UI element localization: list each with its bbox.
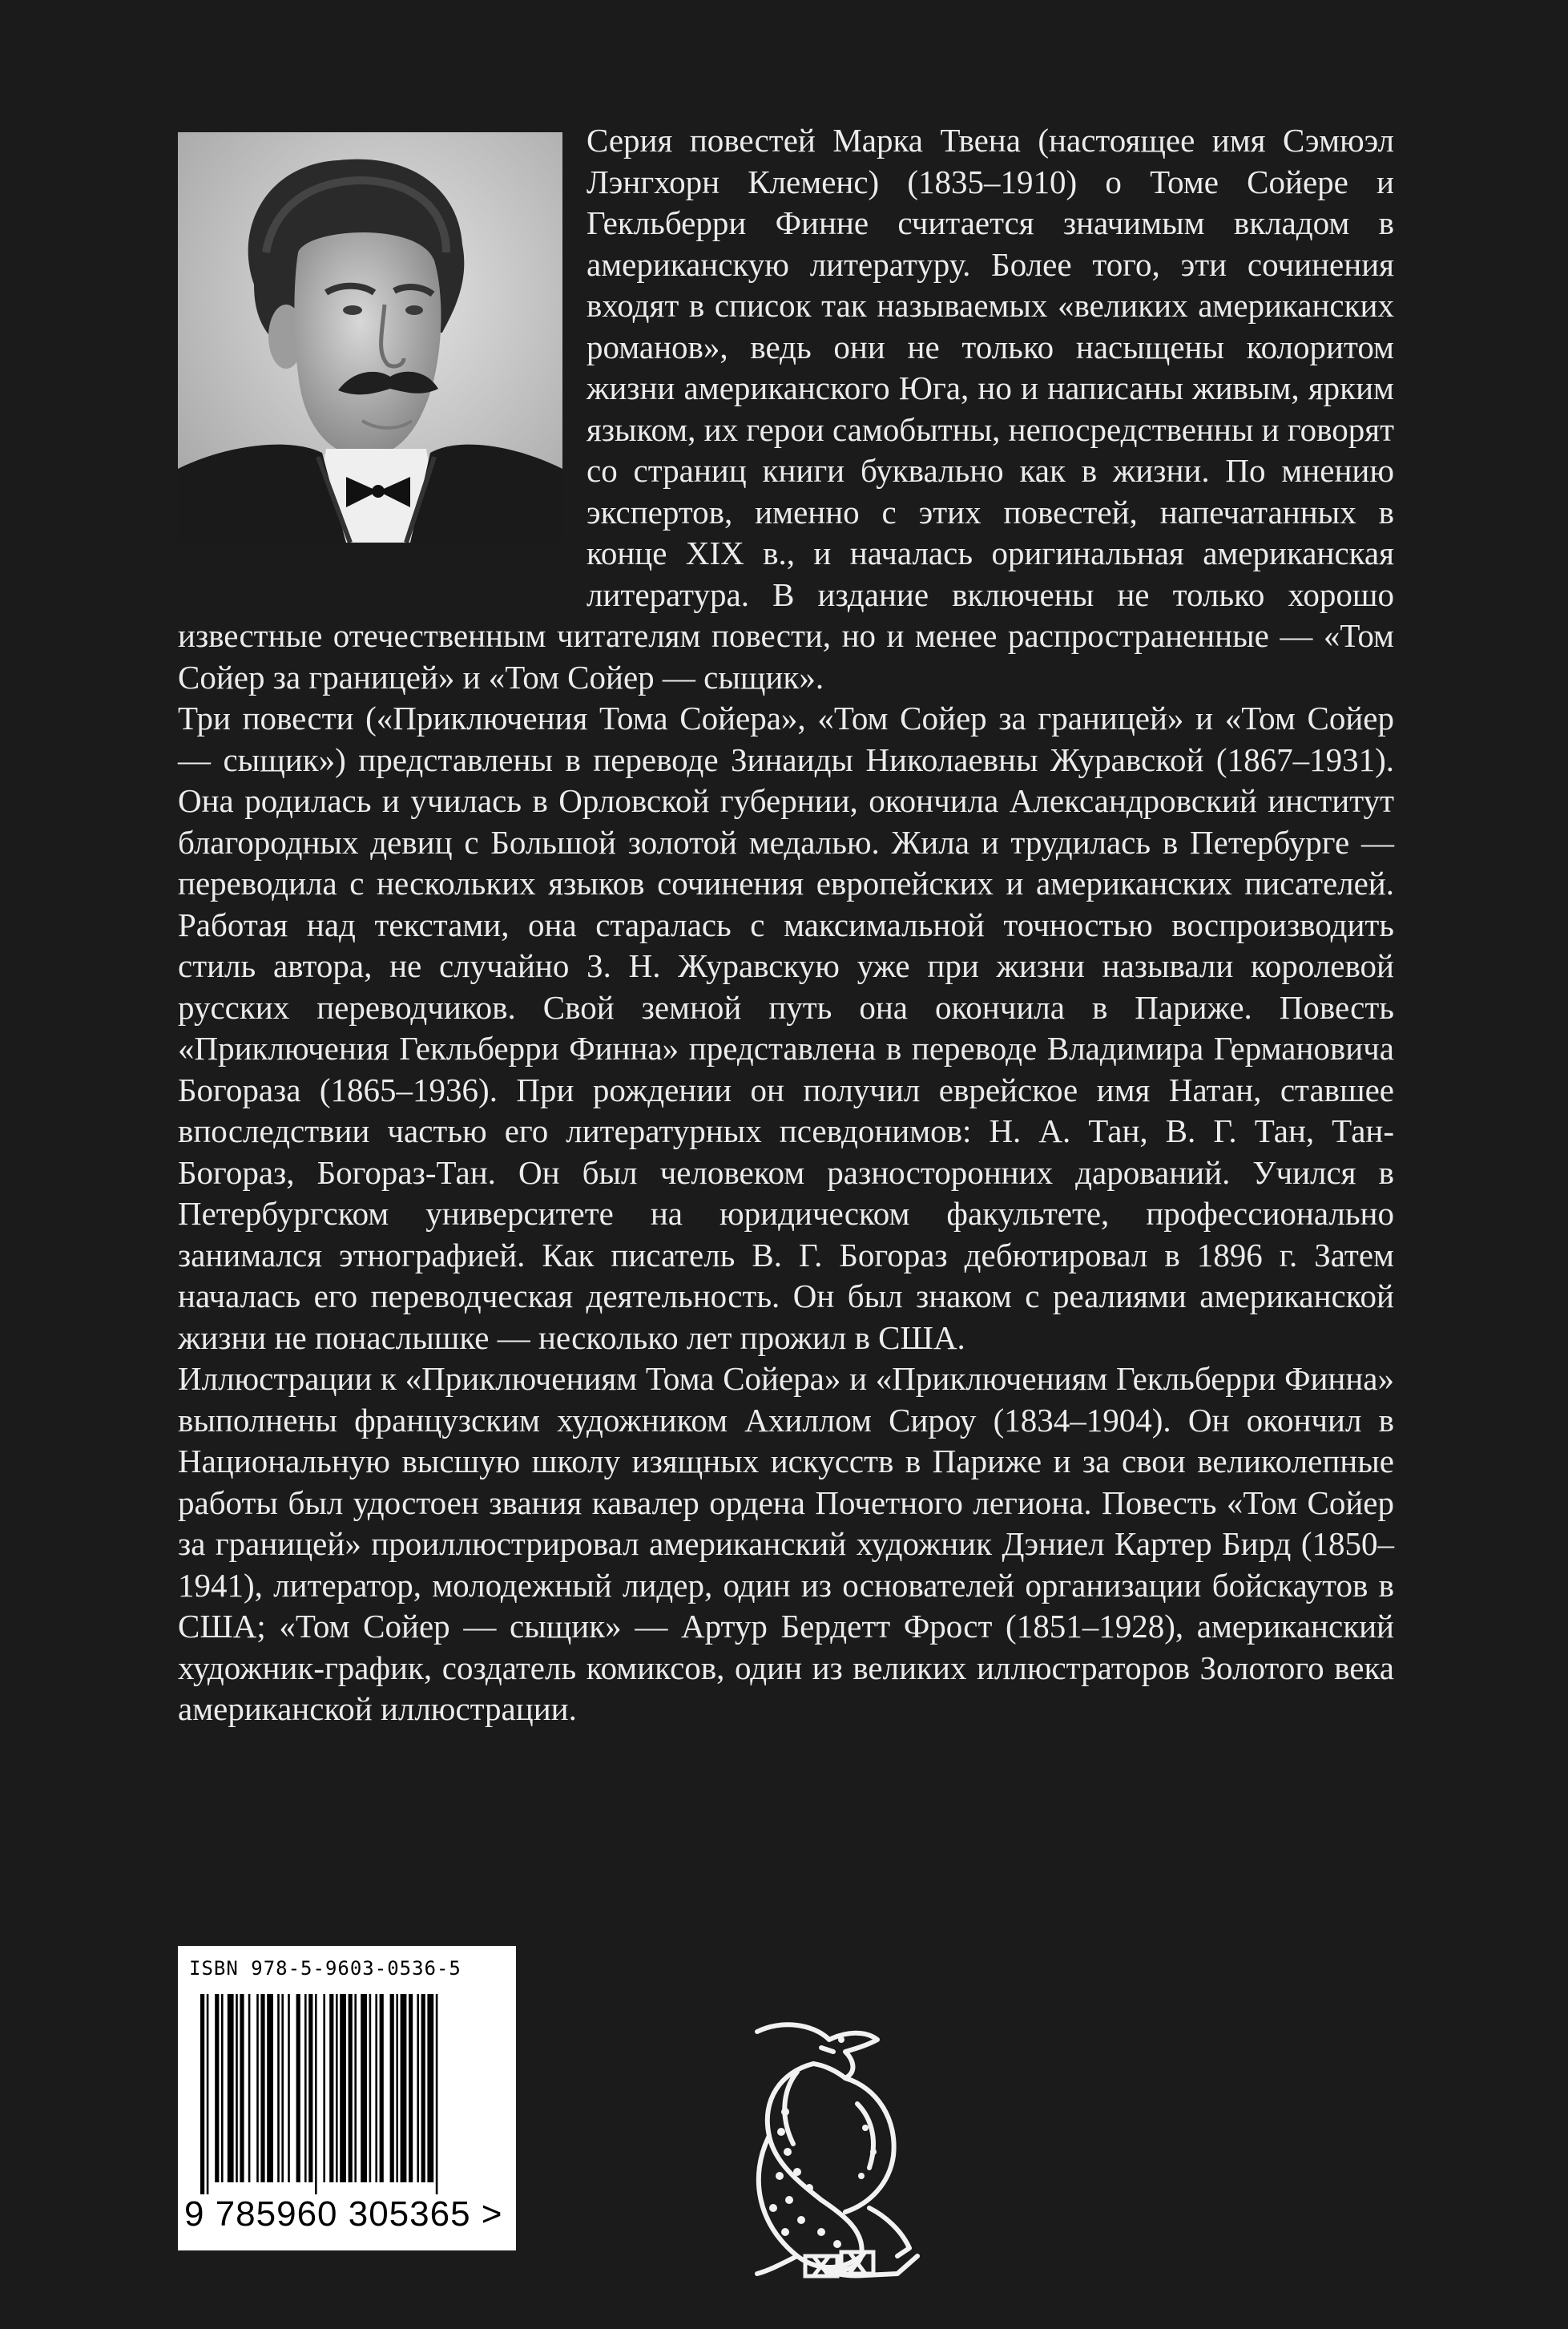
barcode-bar — [248, 1994, 251, 2182]
dragon-logo-icon — [725, 2016, 937, 2280]
barcode-bar — [354, 1994, 357, 2182]
barcode-bar — [207, 1994, 209, 2194]
barcode-bar — [315, 1994, 317, 2194]
barcode-bars — [200, 1994, 494, 2194]
isbn-barcode — [178, 1946, 516, 2250]
barcode-bar — [304, 1994, 307, 2182]
barcode-bar — [396, 1994, 398, 2182]
barcode-bar — [349, 1994, 353, 2182]
portrait-spacer — [178, 120, 586, 581]
barcode-bar — [260, 1994, 264, 2182]
paragraph-2: Три повести («Приключения Тома Сойера», «Том Сойер за границей» и «Том Сойер — сыщик») представлены в переводе Зинаиды Николаевны Журавской (1867–1931). Она родилась и училась в Орловской губернии, окончила Александровский институт благородных девиц с Большой золотой медалью. Жила и трудилась в Петербурге — переводила с нескольких языков сочинения европейских и американских писателей. Работая над текстами, она старалась с максимальной точностью воспроизводить стиль автора, не случайно З. Н. Журавскую уже при жизни называли королевой русских переводчиков. Свой земной путь она окончила в Париже. Повесть «Приключения Гекльберри Финна» представлена в переводе Владимира Германовича Богораза (1865–1936). При рождении он получил еврейское имя Натан, ставшее впоследствии частью его литературных псевдонимов: Н. А. Тан, В. Г. Тан, Тан-Богораз, Богораз-Тан. Он был человеком разносторонних дарований. Учился в Петербургском университете на юридическом факультете, профессионально занимался этнографией. Как писатель В. Г. Богораз дебютировал в 1896 г. Затем началась его переводческая деятельность. Он был знаком с реалиями американской жизни не понаслышке — несколько лет прожил в США. — [178, 700, 1394, 1356]
barcode-bar — [236, 1994, 238, 2182]
barcode-bar — [427, 1994, 433, 2182]
barcode-bar — [323, 1994, 325, 2182]
isbn-label: ISBN 978-5-9603-0536-5 — [189, 1957, 462, 1980]
barcode-bar — [281, 1994, 284, 2182]
paragraph-1: Серия повестей Марка Твена (настоящее имя Сэмюэл Лэнгхорн Клеменс) (1835–1910) о Томе Сойере и Гекльберри Финне считается значимым вкладом в американскую литературу. Более того, эти сочинения входят в список так называемых «великих американских романов», ведь они не только насыщены колоритом жизни американского Юга, но и написаны живым, ярким языком, их герои самобытны, непосредственны и говорят со страниц книги буквально как в жизни. По мнению экспертов, именно с этих повестей, напечатанных в конце XIX в., и началась оригинальная американская литература. В издание включены не только хорошо известные отечественным читателям повести, но и менее распространенные — «Том Сойер за границей» и «Том Сойер — сыщик». — [178, 122, 1394, 696]
barcode-bar — [361, 1994, 367, 2182]
barcode-bar — [308, 1994, 312, 2182]
barcode-bar — [228, 1994, 234, 2182]
barcode-bar — [409, 1994, 413, 2182]
annotation-text — [178, 120, 1394, 1730]
barcode-bar — [369, 1994, 372, 2182]
barcode-bar — [221, 1994, 224, 2182]
barcode-bar — [436, 1994, 438, 2194]
barcode-bar — [256, 1994, 259, 2182]
barcode-bar — [380, 1994, 384, 2182]
barcode-bar — [401, 1994, 407, 2182]
barcode-bar — [288, 1994, 290, 2182]
barcode-bar — [336, 1994, 338, 2182]
barcode-bar — [340, 1994, 346, 2182]
paragraph-3: Иллюстрации к «Приключениям Тома Сойера» и «Приключениям Гекльберри Финна» выполнены французским художником Ахиллом Сироу (1834–1904). Он окончил в Национальную высшую школу изящных искусств в Париже и за свои великолепные работы был удостоен звания кавалер ордена Почетного легиона. Повесть «Том Сойер за границей» проиллюстрировал американский художник Дэниел Картер Бирд (1850–1941), литератор, молодежный лидер, один из основателей организации бойскаутов в США; «Том Сойер — сыщик» — Артур Бердетт Фрост (1851–1928), американский художник-график, создатель комиксов, один из великих иллюстраторов Золотого века американской иллюстрации. — [178, 1360, 1394, 1727]
barcode-bar — [277, 1994, 280, 2182]
barcode-bar — [215, 1994, 219, 2182]
barcode-bar — [200, 1994, 204, 2194]
barcode-digits: 9 785960 305365 > — [184, 2194, 503, 2234]
barcode-bar — [390, 1994, 394, 2182]
barcode-bar — [296, 1994, 300, 2182]
barcode-bar — [329, 1994, 333, 2182]
barcode-bar — [375, 1994, 377, 2182]
barcode-bar — [421, 1994, 425, 2182]
barcode-bar — [240, 1994, 244, 2182]
barcode-bar — [417, 1994, 419, 2182]
barcode-bar — [267, 1994, 273, 2182]
